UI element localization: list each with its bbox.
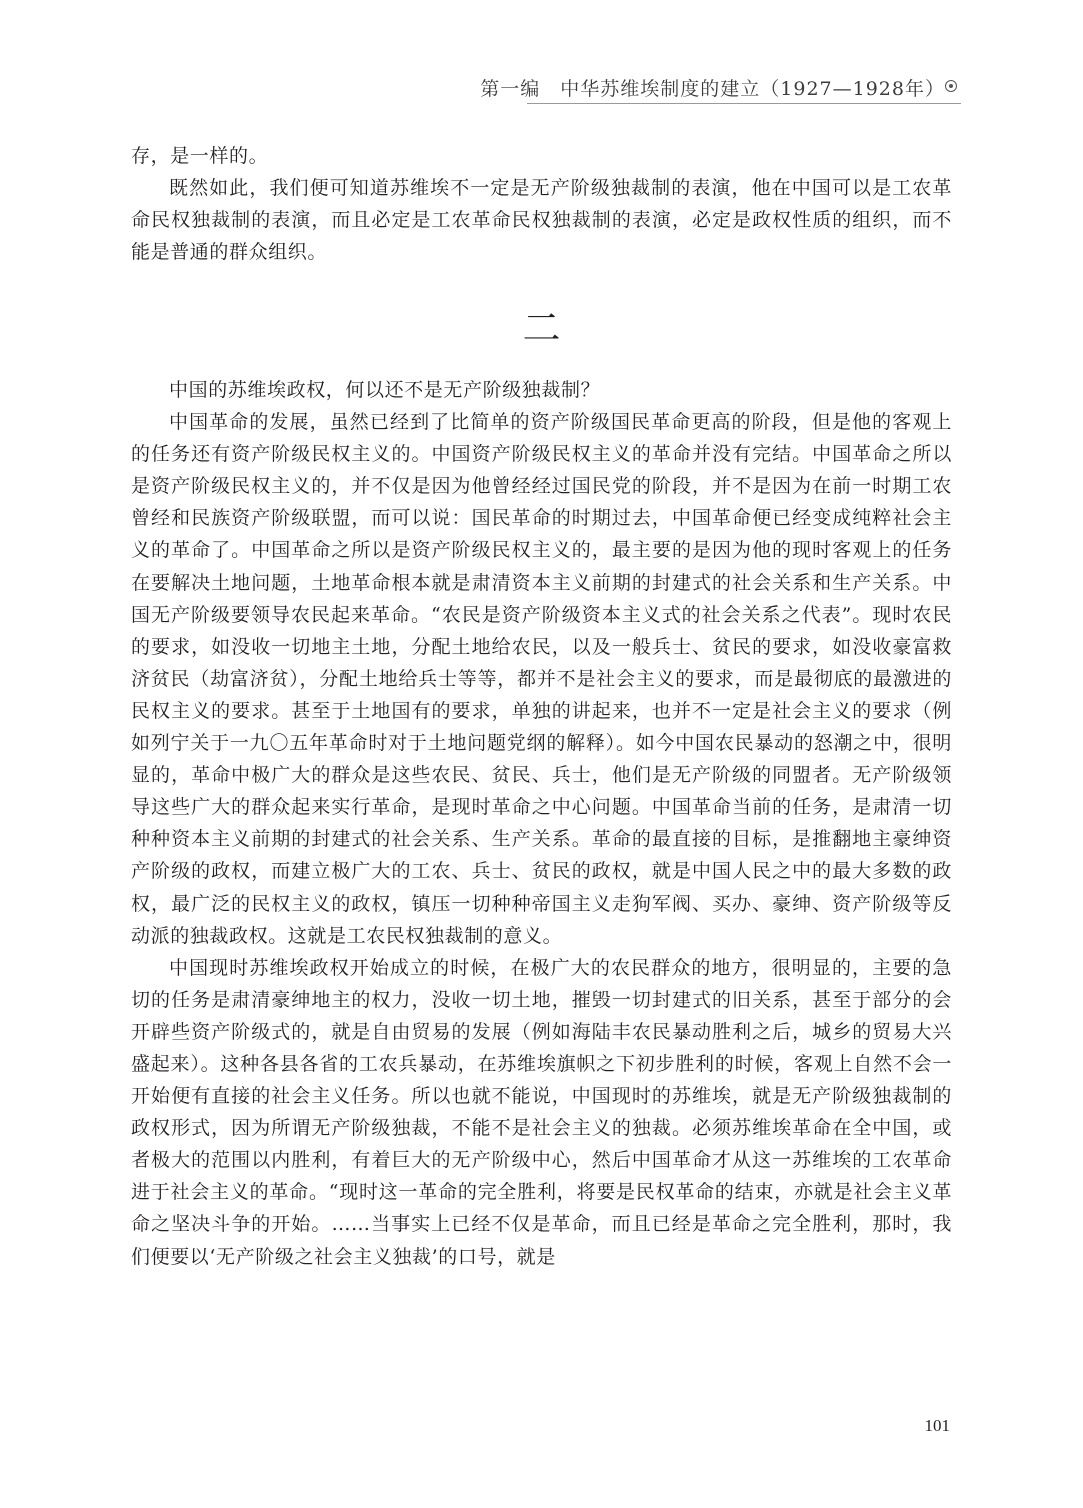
section-heading: 二 [522,306,561,350]
paragraph: 中国现时苏维埃政权开始成立的时候，在极广大的农民群众的地方，很明显的，主要的急切的任务是肃清豪绅地主的权力，没收一切土地，摧毁一切封建式的旧关系，甚至于部分的会开辟些资产阶级式的，就是自由贸易的发展（例如海陆丰农民暴动胜利之后，城乡的贸易大兴盛起来）。这种各县各省的工农兵暴动，在苏维埃旗帜之下初步胜利的时候，客观上自然不会一开始便有直接的社会主义任务。所以也就不能说，中国现时的苏维埃，就是无产阶级独裁制的政权形式，因为所谓无产阶级独裁，不能不是社会主义的独裁。必须苏维埃革命在全中国，或者极大的范围以内胜利，有着巨大的无产阶级中心，然后中国革命才从这一苏维埃的工农革命进于社会主义的革命。“现时这一革命的完全胜利，将要是民权革命的结束，亦就是社会主义革命之坚决斗争的开始。……当事实上已经不仅是革命，而且已经是革命之完全胜利，那时，我们便要以‘无产阶级之社会主义独裁’的口号，就是 [131,956,952,1268]
paragraph-continuation: 存，是一样的。 [131,145,269,167]
text-block-main [131,374,952,1273]
text-block-top [131,140,952,268]
paragraph: 既然如此，我们便可知道苏维埃不一定是无产阶级独裁制的表演，他在中国可以是工农革命民权独裁制的表演，而且必定是工农革命民权独裁制的表演，必定是政权性质的组织，而不能是普通的群众组织。 [131,177,952,264]
paragraph-question: 中国的苏维埃政权，何以还不是无产阶级独裁制？ [169,379,601,401]
header-bullet-icon [945,80,957,92]
running-header: 第一编 中华苏维埃制度的建立（1927—1928年） [480,78,945,100]
paragraph: 中国革命的发展，虽然已经到了比简单的资产阶级国民革命更高的阶段，但是他的客观上的任务还有资产阶级民权主义的。中国资产阶级民权主义的革命并没有完结。中国革命之所以是资产阶级民权主义的，并不仅是因为他曾经经过国民党的阶段，并不是因为在前一时期工农曾经和民族资产阶级联盟，而可以说：国民革命的时期过去，中国革命便已经变成纯粹社会主义的革命了。中国革命之所以是资产阶级民权主义的，最主要的是因为他的现时客观上的任务在要解决土地问题，土地革命根本就是肃清资本主义前期的封建式的社会关系和生产关系。中国无产阶级要领导农民起来革命。“农民是资产阶级资本主义式的社会关系之代表”。现时农民的要求，如没收一切地主土地，分配土地给农民，以及一般兵士、贫民的要求，如没收豪富救济贫民（劫富济贫），分配土地给兵士等等，都并不是社会主义的要求，而是最彻底的最激进的民权主义的要求。甚至于土地国有的要求，单独的讲起来，也并不一定是社会主义的要求（例如列宁关于一九〇五年革命时对于土地问题党纲的解释）。如今中国农民暴动的怒潮之中，很明显的，革命中极广大的群众是这些农民、贫民、兵士，他们是无产阶级的同盟者。无产阶级领导这些广大的群众起来实行革命，是现时革命之中心问题。中国革命当前的任务，是肃清一切种种资本主义前期的封建式的社会关系、生产关系。革命的最直接的目标，是推翻地主豪绅资产阶级的政权，而建立极广大的工农、兵士、贫民的政权，就是中国人民之中的最大多数的政权，最广泛的民权主义的政权，镇压一切种种帝国主义走狗军阀、买办、豪绅、资产阶级等反动派的独裁政权。这就是工农民权独裁制的意义。 [131,411,952,947]
header-rule [527,103,961,104]
page-number: 101 [924,1416,950,1435]
